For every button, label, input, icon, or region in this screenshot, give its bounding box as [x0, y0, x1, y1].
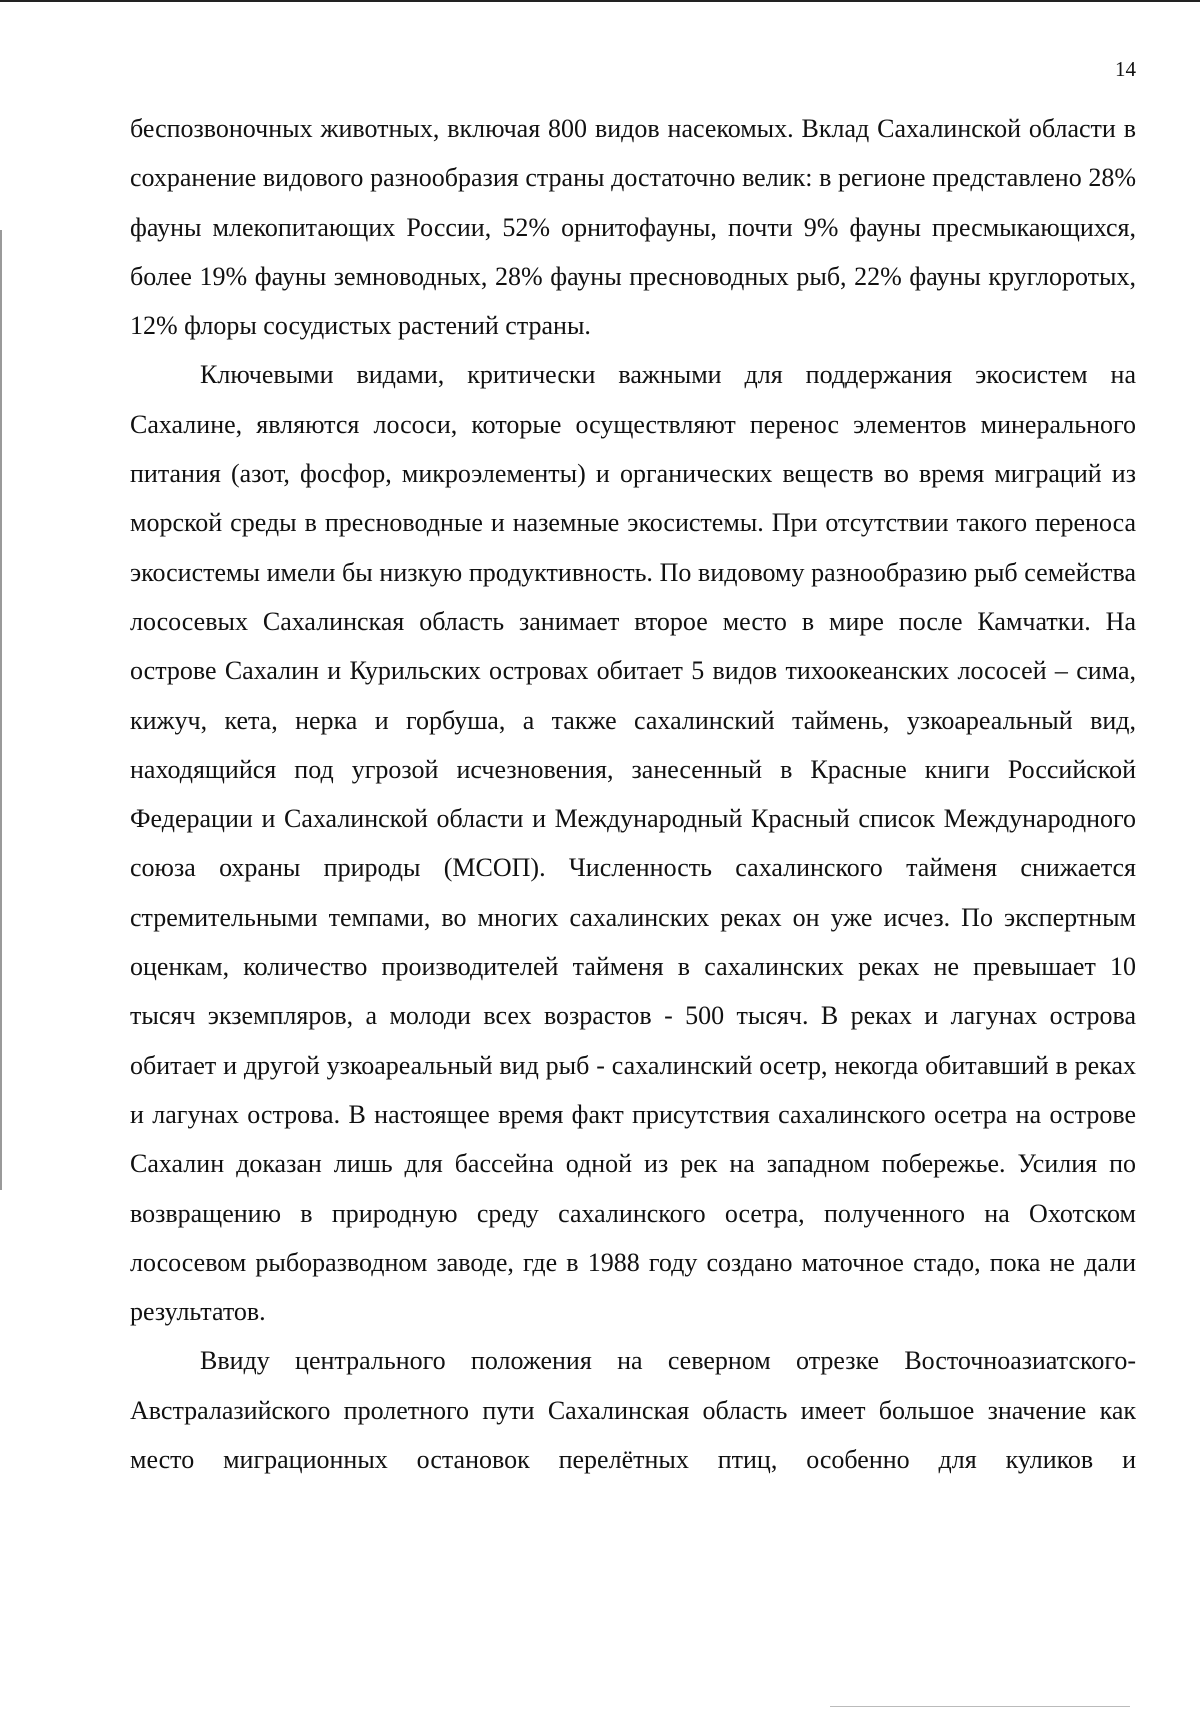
paragraph-salmon: Ключевыми видами, критически важными для поддержания экосистем на Сахалине, являются лососи, которые осуществляют перенос элементов минерального питания (азот, фосфор, микроэлементы) и органических веществ во время миграций из морской среды в пресноводные и наземные экосистемы. При отсутствии такого переноса экосистемы имели бы низкую продуктивность. По видовому разнообразию рыб семейства лососевых Сахалинская область занимает второе место в мире после Камчатки. На острове Сахалин и Курильских островах обитает 5 видов тихоокеанских лососей – сима, кижуч, кета, нерка и горбуша, а также сахалинский таймень, узкоареальный вид, находящийся под угрозой исчезновения, занесенный в Красные книги Российской Федерации и Сахалинской области и Международный Красный список Международного союза охраны природы (МСОП). Численность сахалинского тайменя снижается стремительными темпами, во многих сахалинских реках он уже исчез. По экспертным оценкам, количество производителей тайменя в сахалинских реках не превышает 10 тысяч экземпляров, а молоди всех возрастов - 500 тысяч. В реках и лагунах острова обитает и другой узкоареальный вид рыб - сахалинский осетр, некогда обитавший в реках и лагунах острова. В настоящее время факт присутствия сахалинского осетра на острове Сахалин доказан лишь для бассейна одной из рек на западном побережье. Усилия по возвращению в природную среду сахалинского осетра, полученного на Охотском лососевом рыборазводном заводе, где в 1988 году создано маточное стадо, пока не дали результатов.	[130, 360, 1136, 1327]
paragraph-continuation: беспозвоночных животных, включая 800 видов насекомых. Вклад Сахалинской области в сохранение видового разнообразия страны достаточно велик: в регионе представлено 28% фауны млекопитающих России, 52% орнитофауны, почти 9% фауны пресмыкающихся, более 19% фауны земноводных, 28% фауны пресноводных рыб, 22% фауны круглоротых, 12% флоры сосудистых растений страны.	[130, 114, 1136, 341]
page-number: 14	[1115, 57, 1136, 81]
paragraph-birds: Ввиду центрального положения на северном отрезке Восточноазиатского-Австралазийского пролетного пути Сахалинская область имеет большое значение как место миграционных остановок перелётных птиц, особенно для куликов и	[130, 1346, 1136, 1475]
scan-top-border	[0, 0, 1200, 2]
scan-left-border	[0, 230, 2, 1190]
scan-bottom-mark	[830, 1706, 1130, 1707]
body-text	[130, 104, 1136, 1484]
